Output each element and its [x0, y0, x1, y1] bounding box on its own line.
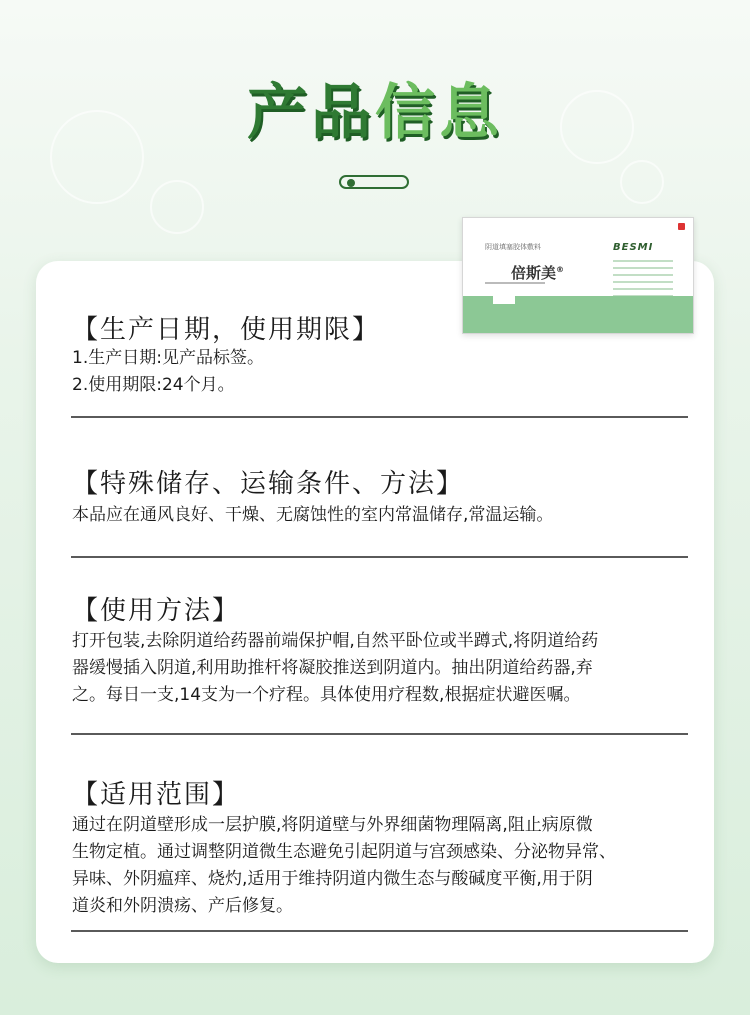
bg-bubble	[620, 160, 664, 204]
section-divider	[71, 416, 688, 418]
section-body-storage	[72, 502, 702, 529]
body-line: 器缓慢插入阴道,利用助推杆将凝胶推送到阴道内。抽出阴道给药器,弃	[72, 658, 593, 678]
body-line: 生物定植。通过调整阴道微生态避免引起阴道与宫颈感染、分泌物异常、	[72, 842, 616, 862]
bg-bubble	[150, 180, 204, 234]
package-rule	[485, 282, 545, 284]
section-body-scope	[72, 812, 702, 920]
section-body-dates	[72, 345, 702, 399]
section-divider	[71, 733, 688, 735]
body-line: 之。每日一支,14支为一个疗程。具体使用疗程数,根据症状避医嘱。	[72, 685, 581, 705]
title-decoration-bar	[339, 175, 409, 189]
body-line: 异味、外阴瘟痒、烧灼,适用于维持阴道内微生态与酸碱度平衡,用于阴	[72, 869, 593, 889]
section-heading-usage: 【使用方法】	[72, 596, 241, 626]
title-part1: 产品	[247, 78, 375, 148]
body-line: 道炎和外阴溃疡、产后修复。	[72, 896, 293, 916]
package-subtitle: 阴道填塞胶体敷料	[485, 243, 541, 251]
section-heading-scope: 【适用范围】	[72, 780, 241, 810]
body-line: 本品应在通风良好、干燥、无腐蚀性的室内常温储存,常温运输。	[72, 505, 554, 525]
package-name	[511, 262, 564, 283]
title-decoration-dot	[347, 179, 355, 187]
package-feature-list	[613, 260, 673, 296]
page-title	[0, 78, 750, 148]
body-line: 1.生产日期:见产品标签。	[72, 348, 264, 368]
section-divider	[71, 556, 688, 558]
body-line: 2.使用期限:24个月。	[72, 375, 235, 395]
section-divider	[71, 930, 688, 932]
package-registered-mark: ®	[556, 265, 565, 274]
package-corner-mark	[678, 223, 685, 230]
product-package-image	[462, 217, 694, 334]
package-badge	[493, 296, 515, 304]
section-heading-dates: 【生产日期，使用期限】	[72, 315, 381, 345]
body-line: 通过在阴道壁形成一层护膜,将阴道壁与外界细菌物理隔离,阻止病原微	[72, 815, 593, 835]
section-body-usage	[72, 628, 702, 709]
package-name-text: 倍斯美	[511, 264, 557, 282]
package-brand: BESMI	[613, 242, 654, 253]
section-heading-storage: 【特殊储存、运输条件、方法】	[72, 469, 465, 499]
body-line: 打开包装,去除阴道给药器前端保护帽,自然平卧位或半蹲式,将阴道给药	[72, 631, 599, 651]
title-part2: 信息	[375, 78, 503, 148]
